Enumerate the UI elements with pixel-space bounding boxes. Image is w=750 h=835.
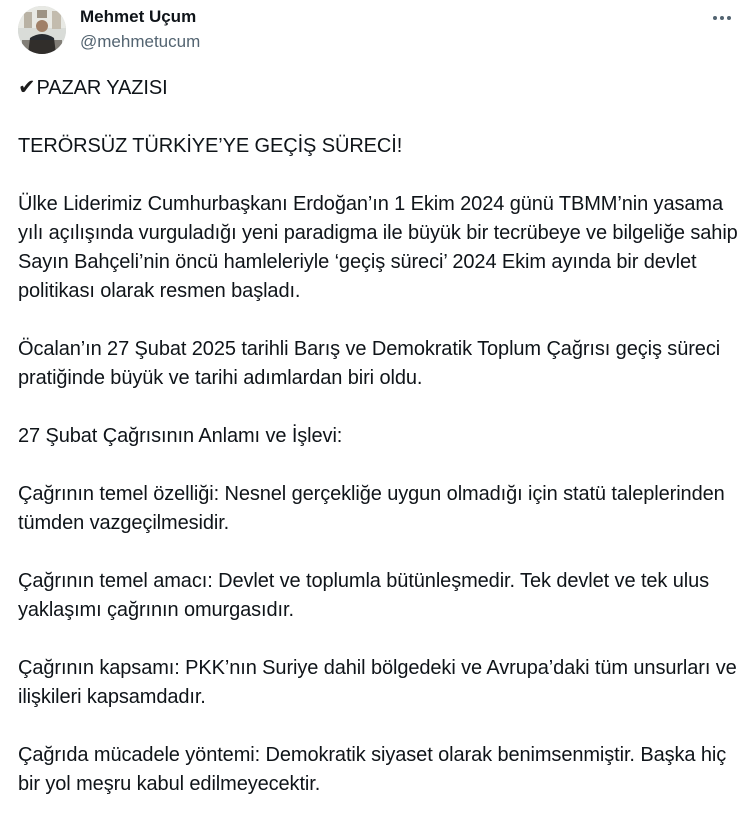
- tweet-body: [18, 73, 738, 799]
- tweet-paragraph: Ülke Liderimiz Cumhurbaşkanı Erdoğan’ın 1 Ekim 2024 günü TBMM’nin yasama yılı açılışında vurguladığı yeni paradigma ile büyük bir tecrübeye ve bilgeliğe sahip Sayın Bahçeli’nin öncü hamleleriyle ‘geçiş süreci’ 2024 Ekim ayında bir devlet politikası olarak resmen başladı.: [18, 193, 738, 302]
- tweet-paragraph: Çağrının kapsamı: PKK’nın Suriye dahil bölgedeki ve Avrupa’daki tüm unsurları ve ilişkileri kapsamdadır.: [18, 657, 737, 708]
- more-options-icon: [712, 15, 732, 21]
- tweet-heading-text: PAZAR YAZISI: [36, 77, 168, 99]
- more-options-button[interactable]: [708, 4, 736, 32]
- tweet-paragraph: Çağrıda mücadele yöntemi: Demokratik siyaset olarak benimsenmiştir. Başka hiç bir yol meşru kabul edilmeyecektir.: [18, 744, 727, 795]
- tweet-title: TERÖRSÜZ TÜRKİYE’YE GEÇİŞ SÜRECİ!: [18, 135, 403, 157]
- tweet-subheading: 27 Şubat Çağrısının Anlamı ve İşlevi:: [18, 425, 343, 447]
- heavy-check-mark-icon: ✔: [18, 75, 36, 99]
- tweet-header: [0, 0, 750, 62]
- author-display-name[interactable]: Mehmet Uçum: [80, 7, 197, 26]
- tweet-heading: [18, 73, 738, 103]
- author-handle[interactable]: @mehmetucum: [80, 32, 201, 51]
- avatar-image: [18, 6, 66, 54]
- tweet-paragraph: Çağrının temel amacı: Devlet ve toplumla bütünleşmedir. Tek devlet ve tek ulus yaklaşımı çağrının omurgasıdır.: [18, 570, 710, 621]
- tweet-paragraph: Çağrının temel özelliği: Nesnel gerçekliğe uygun olmadığı için statü taleplerinden tümden vazgeçilmesidir.: [18, 483, 725, 534]
- avatar[interactable]: [18, 6, 66, 54]
- tweet-paragraph: Öcalan’ın 27 Şubat 2025 tarihli Barış ve Demokratik Toplum Çağrısı geçiş süreci pratiğinde büyük ve tarihi adımlardan biri oldu.: [18, 338, 721, 389]
